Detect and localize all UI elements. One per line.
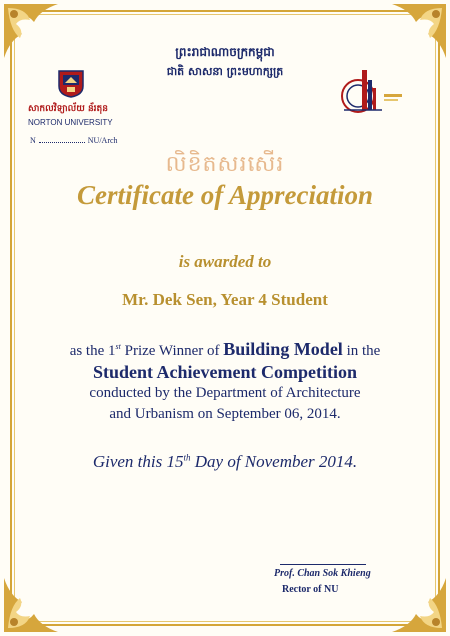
award-line-1-c: in the: [342, 343, 381, 359]
ref-blank: [39, 142, 85, 143]
certificate-title: Certificate of Appreciation: [77, 180, 373, 210]
award-description: [0, 336, 450, 425]
award-line-3: conducted by the Department of Architecture: [89, 385, 361, 401]
ordinal-suffix: st: [115, 342, 121, 351]
recipient-name: Mr. Dek Sen, Year 4 Student: [122, 290, 328, 309]
issue-date-a: Given this 15: [92, 452, 184, 471]
awarded-text: is awarded to: [178, 252, 272, 271]
issue-date-suffix: th: [183, 452, 191, 463]
competition-name: Student Achievement Competition: [93, 362, 357, 382]
award-category: Building Model: [223, 339, 343, 359]
ref-suffix: NU/Arch: [87, 136, 118, 145]
award-line-1-a: as the 1: [69, 343, 116, 359]
issue-date-b: Day of November 2014.: [190, 452, 358, 471]
award-line-1: [0, 336, 450, 362]
signatory-title: Rector of NU: [282, 584, 339, 595]
kingdom-motto: ជាតិ សាសនា ព្រះមហាក្សត្រ: [166, 65, 284, 78]
signatory-name: Prof. Chan Sok Khieng: [274, 568, 371, 579]
award-line-1-b: Prize Winner of: [120, 343, 224, 359]
university-crest-icon: [58, 70, 84, 98]
kingdom-name: ព្រះរាជាណាចក្រកម្ពុជា: [175, 45, 275, 59]
issue-date: [0, 452, 450, 472]
corner-ornament-icon: [0, 574, 62, 636]
ref-prefix: N: [30, 136, 36, 145]
university-name: NORTON UNIVERSITY: [28, 118, 113, 127]
certificate-title-khmer: លិខិតសរសើរ: [165, 152, 285, 177]
department-logo-icon: [338, 66, 408, 120]
signature-line: [280, 564, 366, 565]
corner-ornament-icon: [388, 574, 450, 636]
reference-number: [30, 136, 118, 145]
university-name-khmer: សាកលវិទ្យាល័យ ន័រតុន: [28, 104, 108, 114]
award-line-4: and Urbanism on September 06, 2014.: [109, 406, 341, 422]
